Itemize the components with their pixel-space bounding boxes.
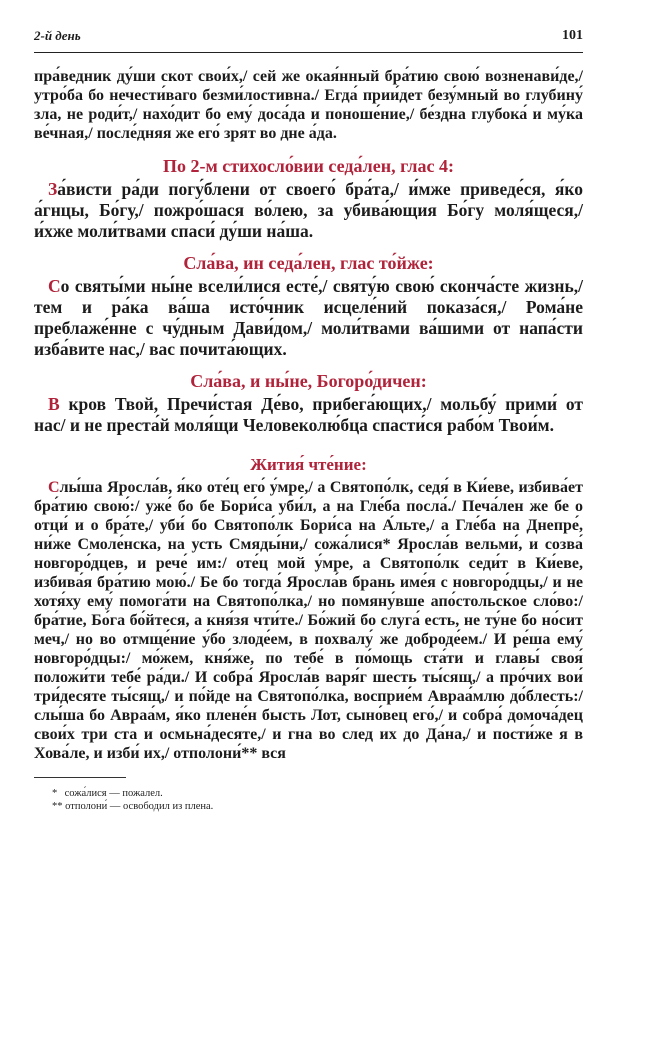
rubric-heading-slava: Сла́ва, ин седа́лен, глас то́йже: <box>183 253 434 273</box>
rubric-heading-zhitie: Жития́ чте́ние: <box>250 455 367 474</box>
paragraph-bogorodichen <box>34 394 583 436</box>
page-number: 101 <box>562 28 583 43</box>
paragraph-text: лы́ша Яросла́в, я́ко оте́ц его́ у́мре,/ а Святопо́лк, седя́ в Ки́еве, избива́ет бра́тию свою́:/ уже́ бо бе Бори́са уби́л, а на Гле́ба посла́./ Печа́лен же бе о отци́ и о бра́те,/ уби́ бо Святопо́лк Бори́са на А́льте,/ а Гле́ба на Днепре́, ни́же Смоле́нска, на усть Смяды́ни,/ сожа́лися* Яросла́в вельми́, и созва́ новгоро́дцев, и рече́ им:/ оте́ц мой у́мре, а Святопо́лк седи́т в Ки́еве, избива́я бра́тию мою́./ Бе бо тогда́ Яросла́в брань име́я с новгоро́дцы,/ и не хотя́ху ему́ помога́ти на Святопо́лка,/ но помяну́вше апо́стольское сло́во:/ бра́тие, Бо́га бо́йтеся, а кня́зя чти́те./ Бо́жий бо слуга́ есть, не ту́не бо но́сит меч,/ но во отмще́ние у́бо злоде́ем, в похвалу́ же доброде́ем./ И ре́ша ему́ новгоро́дцы:/ мо́жем, кня́же, по тебе́ в по́мощь ста́ти и главы́ своя́ положи́ти тебе́ ра́ди./ И собра́ Яросла́в варя́г шесть ты́сящ,/ а про́чих вои́ три́десяте ты́сящ,/ и по́йде на Святопо́лка, восприе́м Авраа́млю до́блесть:/ слы́ша бо Авраа́м, я́ко плене́н бысть Лот, сыно́вец его́,/ и собра́ домоча́дец свои́х три ста и осмьна́десяте,/ и гна во след их до Да́на,/ и пости́же я в Хова́ле, и изби́ их,/ отполони́** вся <box>34 479 583 762</box>
paragraph-zhitie <box>34 478 583 763</box>
footnote-mark: ** <box>52 801 63 812</box>
footnotes <box>52 787 583 833</box>
paragraph-text: о святы́ми ны́не всели́лися есте́,/ святу́ю свою́ сконча́сте жизнь,/ тем и ра́ка ва́ша исто́чник исцеле́ний показа́ся,/ Рома́не преблаже́нне с чу́дным Дави́дом,/ моли́твами ва́шими от напа́сти изба́вите нас,/ вас почита́ющих. <box>34 276 583 359</box>
paragraph-slava <box>34 276 583 360</box>
drop-cap: С <box>48 276 61 296</box>
running-head-title: 2-й день <box>34 28 81 43</box>
paragraph-text: а́висти ра́ди погу́блени от своего́ бра́та,/ и́мже приведе́ся, я́ко а́гнцы, Бо́гу,/ пожро́шася во́лею, за убива́ющия Бо́гу моля́щеся,/ и́хже моли́твами спаси́ ду́ши на́ша. <box>34 179 583 241</box>
page-content <box>34 67 583 763</box>
footnote-rule <box>34 777 126 778</box>
footnote-mark: * <box>52 788 58 799</box>
book-page <box>34 0 583 833</box>
footnote <box>52 800 583 813</box>
header-rule <box>34 52 583 53</box>
footnote-text: сожа́лися — пожалел. <box>64 788 163 799</box>
drop-cap: З <box>48 179 58 199</box>
drop-cap: С <box>48 479 60 496</box>
rubric-heading-sedalen: По 2-м стихосло́вии седа́лен, глас 4: <box>163 156 454 176</box>
drop-cap: В <box>48 394 60 414</box>
rubric-heading-bogorodichen: Сла́ва, и ны́не, Богоро́дичен: <box>190 371 427 391</box>
paragraph-continuation: пра́ведник ду́ши скот свои́х,/ сей же окая́нный бра́тию свою́ возненави́де,/ утро́ба бо нечести́ваго безми́лостивна./ Егда́ прии́дет безу́мный во глубину́ зла, не роди́т,/ нахо́дит бо ему́ доса́да и поноше́ние,/ бе́здна глубока́ и му́ка ве́чная,/ после́дняя же его́ зрят во дне а́да. <box>34 68 583 142</box>
paragraph-sedalen <box>34 179 583 242</box>
footnote-text: отполони́ — освободил из плена. <box>65 801 214 812</box>
running-head <box>34 28 583 50</box>
footnote <box>52 787 583 800</box>
paragraph-text: кров Твой, Пречи́стая Де́во, прибега́ющих,/ мольбу́ прими́ от нас/ и не преста́й моля́щи Человеколю́бца спасти́ся рабо́м Твои́м. <box>34 394 583 435</box>
